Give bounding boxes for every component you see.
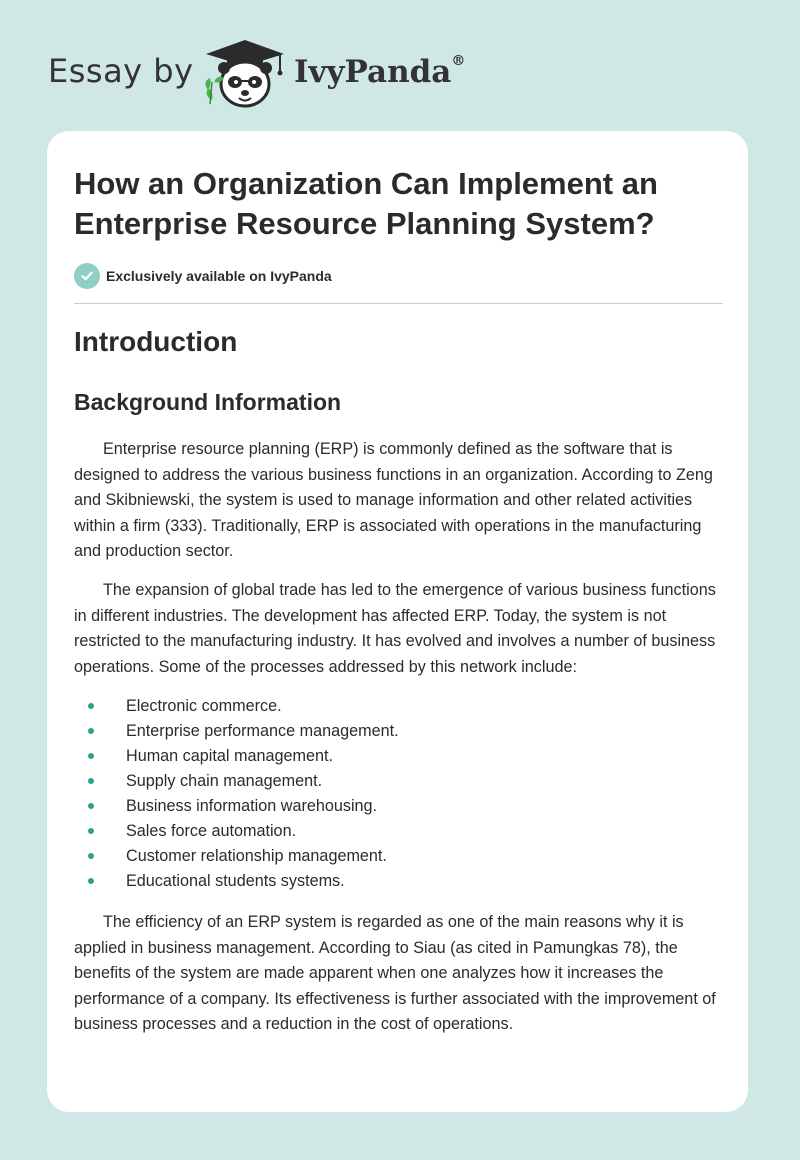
- paragraph-1: Enterprise resource planning (ERP) is commonly defined as the software that is designed to address the various business functions in an organization. According to Zeng and Skibniewski, the system is used to manage information and other related activities within a firm (333). Traditionally, ERP is associated with operations in the manufacturing and production sector.: [74, 440, 713, 560]
- panda-logo-icon[interactable]: [200, 38, 290, 110]
- list-item: [74, 744, 714, 769]
- bullet-icon: [88, 878, 94, 884]
- bullet-icon: [88, 803, 94, 809]
- badge-label: Exclusively available on IvyPanda: [106, 268, 332, 284]
- list-item: [74, 694, 714, 719]
- essay-by-label: Essay by: [48, 52, 194, 90]
- registered-mark: ®: [451, 52, 466, 69]
- list-item-text: Enterprise performance management.: [126, 722, 399, 740]
- list-item: [74, 819, 714, 844]
- list-item: [74, 794, 714, 819]
- list-item: [74, 869, 714, 894]
- exclusive-badge: [74, 263, 332, 289]
- bullet-icon: [88, 753, 94, 759]
- list-item: [74, 844, 714, 869]
- essay-title: How an Organization Can Implement an Enterprise Resource Planning System?: [74, 166, 658, 241]
- paragraph-3: The efficiency of an ERP system is regarded as one of the main reasons why it is applied in business management. According to Siau (as cited in Pamungkas 78), the benefits of the system are made apparent when one analyzes how it increases the performance of a company. Its effectiveness is further associated with the improvement of business processes and a reduction in the cost of operations.: [74, 913, 716, 1033]
- list-item: [74, 719, 714, 744]
- bullet-icon: [88, 728, 94, 734]
- bullet-icon: [88, 853, 94, 859]
- process-list: [74, 694, 714, 894]
- list-item-text: Customer relationship management.: [126, 847, 387, 865]
- brand-text: IvyPanda: [294, 54, 452, 90]
- paragraph-2: The expansion of global trade has led to the emergence of various business functions in different industries. The development has affected ERP. Today, the system is not restricted to the manufacturing industry. It has evolved and involves a number of business operations. Some of the processes addressed by this network include:: [74, 581, 716, 676]
- list-item-text: Educational students systems.: [126, 872, 345, 890]
- section-heading: Introduction: [74, 326, 238, 357]
- bullet-icon: [88, 778, 94, 784]
- brand-name[interactable]: [294, 54, 465, 90]
- list-item-text: Sales force automation.: [126, 822, 297, 840]
- list-item-text: Business information warehousing.: [126, 797, 378, 815]
- list-item: [74, 769, 714, 794]
- essay-card: [47, 131, 748, 1112]
- list-item-text: Supply chain management.: [126, 772, 323, 790]
- divider: [74, 303, 723, 304]
- bullet-icon: [88, 828, 94, 834]
- list-item-text: Human capital management.: [126, 747, 333, 765]
- site-header: [0, 0, 800, 130]
- check-icon: [74, 263, 100, 289]
- bullet-icon: [88, 703, 94, 709]
- subsection-heading: Background Information: [74, 389, 342, 415]
- list-item-text: Electronic commerce.: [126, 697, 282, 715]
